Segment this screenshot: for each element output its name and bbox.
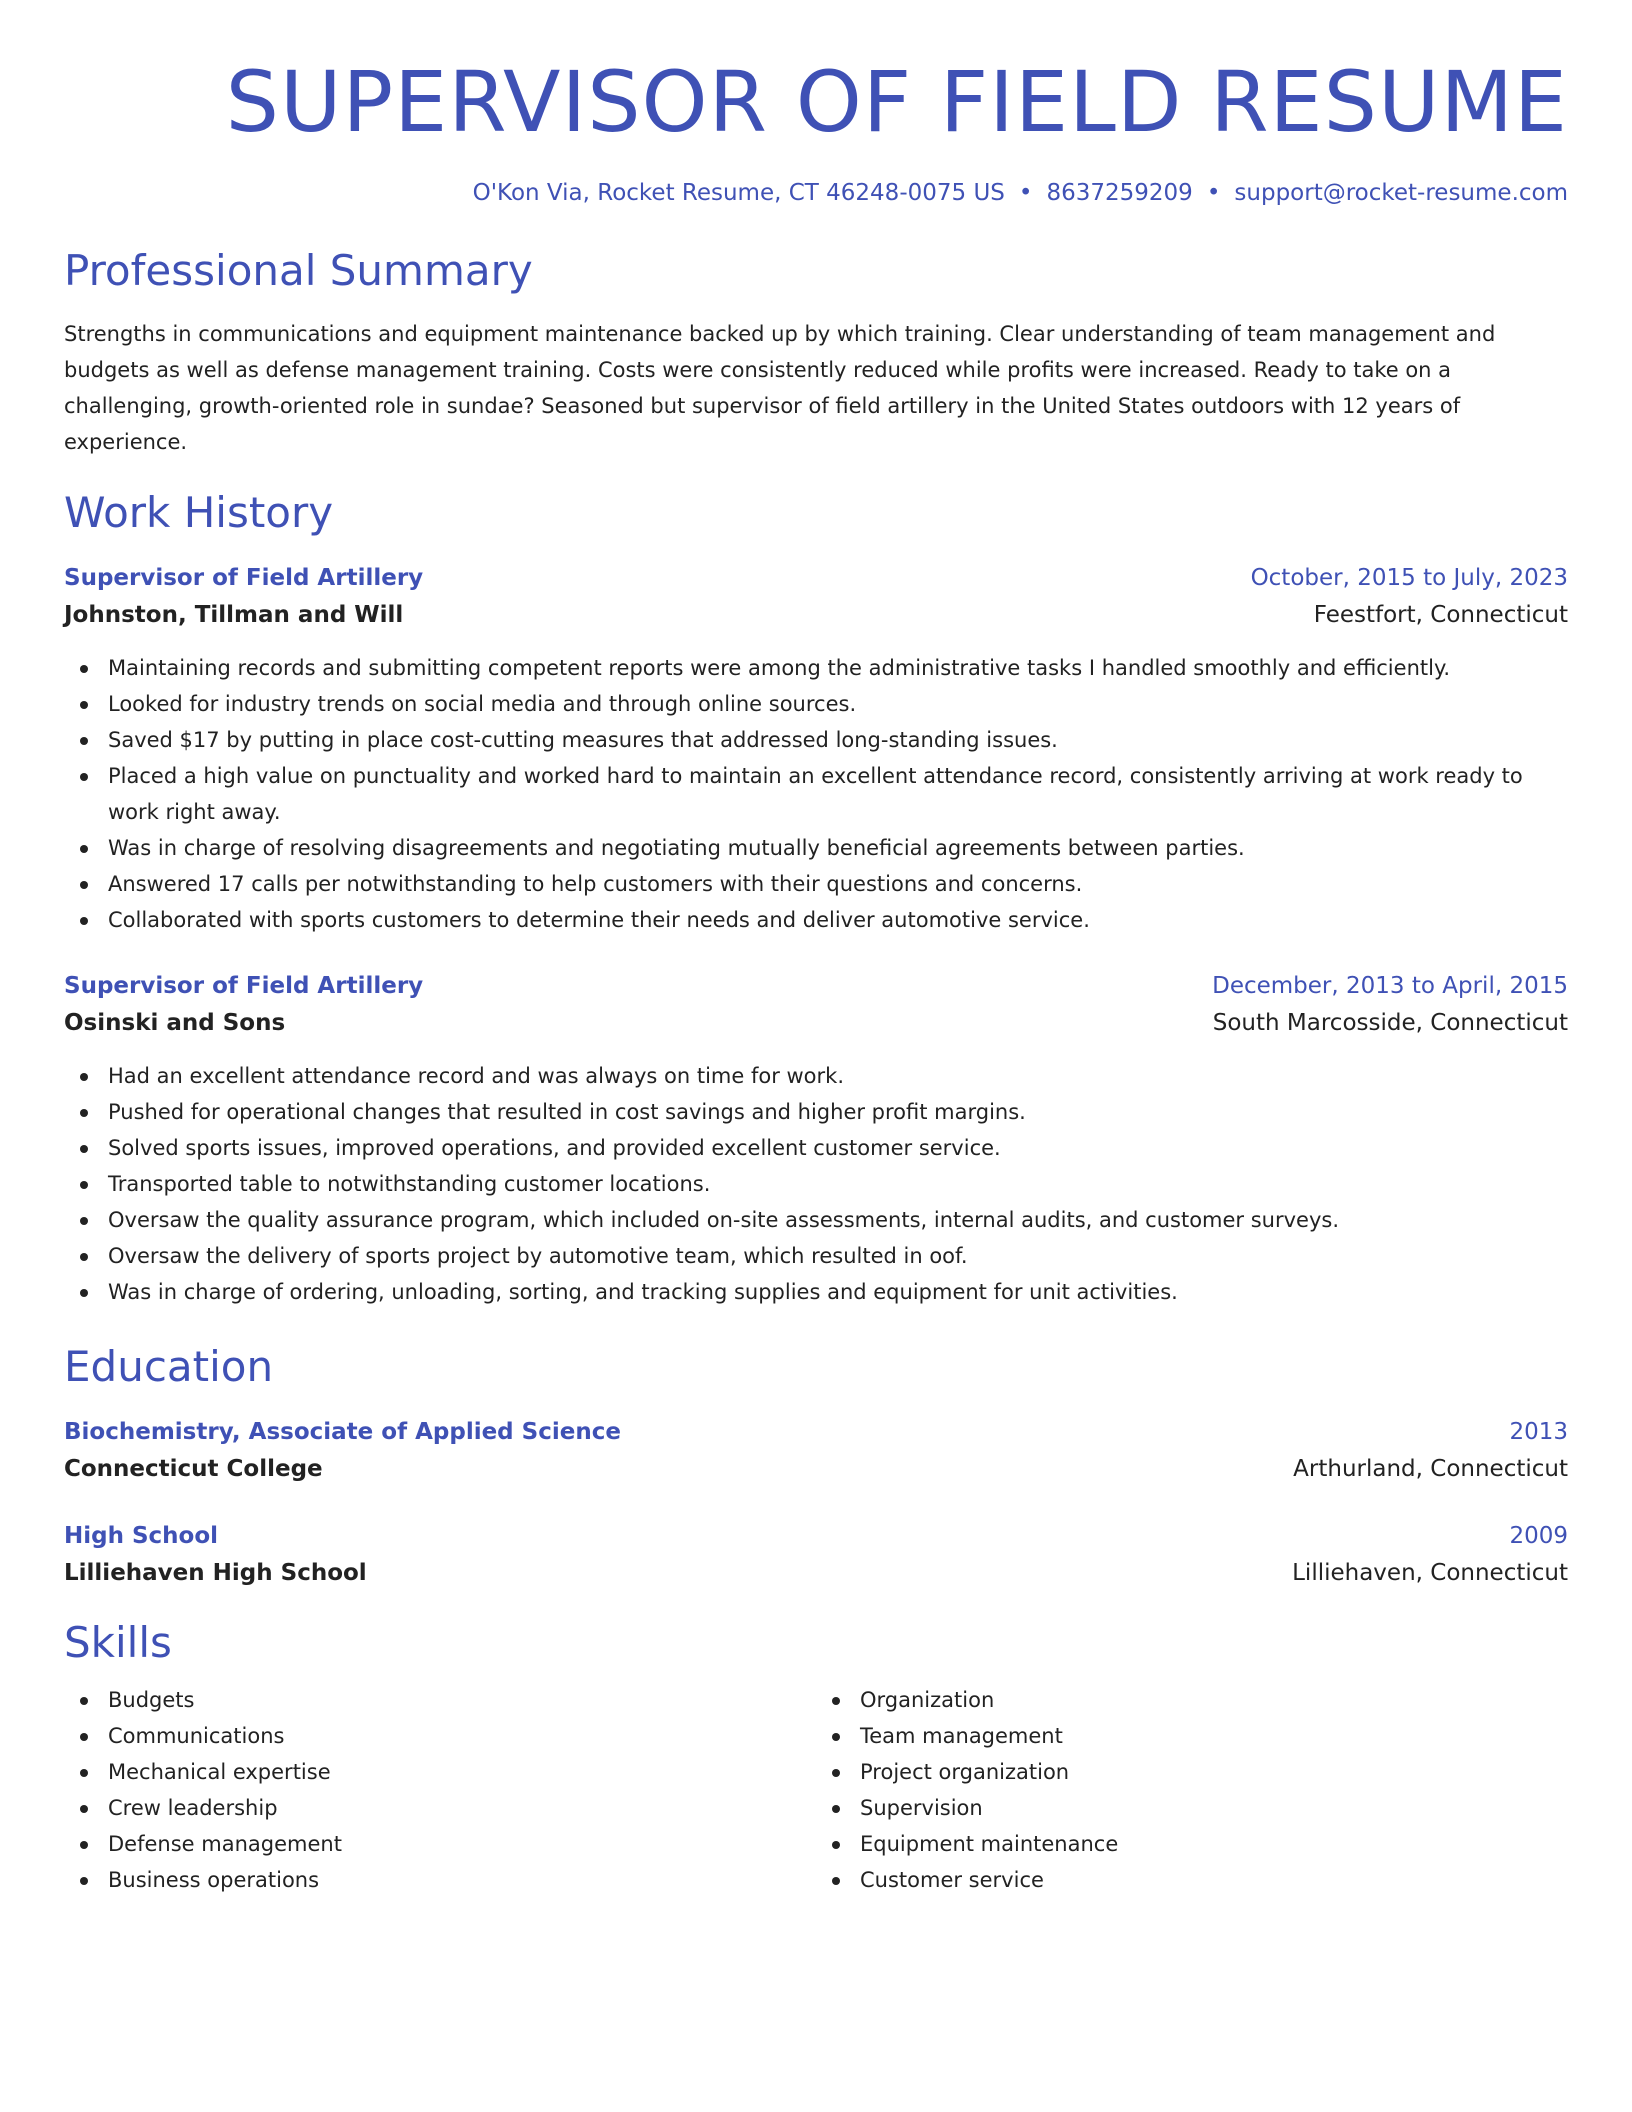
education-degree-row [64, 1414, 1568, 1450]
job-title-row [64, 560, 1568, 596]
work-history-heading: Work History [64, 488, 334, 537]
skills-column-left [64, 1678, 816, 1898]
job-bullet: Answered 17 calls per notwithstanding to help customers with their questions and concerns. [64, 866, 1568, 902]
education-school-row [64, 1450, 1568, 1488]
skill-item: Mechanical expertise [64, 1754, 816, 1790]
skill-item: Organization [816, 1682, 1568, 1718]
contact-email: support@rocket-resume.com [1234, 180, 1568, 206]
skill-item: Defense management [64, 1826, 816, 1862]
education-entry [64, 1518, 1568, 1592]
job-bullet: Collaborated with sports customers to determine their needs and deliver automotive service. [64, 902, 1568, 938]
skill-item: Team management [816, 1718, 1568, 1754]
job-bullet: Oversaw the delivery of sports project by automotive team, which resulted in oof. [64, 1238, 1568, 1274]
job-bullets [64, 650, 1568, 938]
skills-bullets-left [64, 1682, 816, 1898]
job-entry [64, 968, 1568, 1310]
education-degree-row [64, 1518, 1568, 1554]
contact-address: O'Kon Via, Rocket Resume, CT 46248-0075 US [472, 180, 1005, 206]
job-bullet: Had an excellent attendance record and was always on time for work. [64, 1058, 1568, 1094]
education-degree: High School [64, 1523, 219, 1549]
resume-header [64, 54, 1568, 208]
contact-line [64, 178, 1568, 208]
contact-separator: • [1206, 180, 1221, 206]
skill-item: Crew leadership [64, 1790, 816, 1826]
education-school: Lilliehaven High School [64, 1560, 367, 1586]
education-heading: Education [64, 1342, 274, 1391]
skill-item: Communications [64, 1718, 816, 1754]
education-degree: Biochemistry, Associate of Applied Science [64, 1419, 621, 1445]
education-year: 2013 [1509, 1419, 1568, 1445]
job-title: Supervisor of Field Artillery [64, 973, 424, 999]
skill-item: Equipment maintenance [816, 1826, 1568, 1862]
skill-item: Business operations [64, 1862, 816, 1898]
job-bullet: Was in charge of ordering, unloading, sorting, and tracking supplies and equipment for unit activities. [64, 1274, 1568, 1310]
skills-heading: Skills [64, 1618, 172, 1667]
job-bullet: Transported table to notwithstanding customer locations. [64, 1166, 1568, 1202]
education-school: Connecticut College [64, 1456, 323, 1482]
job-bullets [64, 1058, 1568, 1310]
skills-bullets-right [816, 1682, 1568, 1898]
job-title-row [64, 968, 1568, 1004]
summary-heading: Professional Summary [64, 246, 533, 295]
job-title: Supervisor of Field Artillery [64, 565, 424, 591]
job-bullet: Was in charge of resolving disagreements and negotiating mutually beneficial agreements between parties. [64, 830, 1568, 866]
skills-list [64, 1678, 1568, 1898]
education-year: 2009 [1509, 1523, 1568, 1549]
contact-separator: • [1018, 180, 1033, 206]
summary-text: Strengths in communications and equipment maintenance backed up by which training. Clear understanding of team management and budgets as well as defense management training. Costs were consistently reduced while profits were increased. Ready to take on a challenging, growth-oriented role in sundae? Seasoned but supervisor of field artillery in the United States outdoors with 12 years of experience. [64, 322, 1496, 454]
skill-item: Supervision [816, 1790, 1568, 1826]
job-bullet: Maintaining records and submitting competent reports were among the administrative tasks I handled smoothly and efficiently. [64, 650, 1568, 686]
job-bullet: Placed a high value on punctuality and worked hard to maintain an excellent attendance record, consistently arriving at work ready to work right away. [64, 758, 1568, 830]
education-location: Arthurland, Connecticut [1293, 1456, 1568, 1482]
job-company-row [64, 1004, 1568, 1042]
job-dates: October, 2015 to July, 2023 [1250, 565, 1568, 591]
skills-column-right [816, 1678, 1568, 1898]
skill-item: Customer service [816, 1862, 1568, 1898]
contact-phone: 8637259209 [1046, 180, 1193, 206]
job-location: Feestfort, Connecticut [1313, 602, 1568, 628]
education-entry [64, 1414, 1568, 1488]
job-bullet: Pushed for operational changes that resulted in cost savings and higher profit margins. [64, 1094, 1568, 1130]
skill-item: Project organization [816, 1754, 1568, 1790]
education-location: Lilliehaven, Connecticut [1292, 1560, 1568, 1586]
job-dates: December, 2013 to April, 2015 [1212, 973, 1568, 999]
education-school-row [64, 1554, 1568, 1592]
skill-item: Budgets [64, 1682, 816, 1718]
job-location: South Marcosside, Connecticut [1212, 1010, 1568, 1036]
job-company: Johnston, Tillman and Will [64, 602, 404, 628]
job-bullet: Looked for industry trends on social media and through online sources. [64, 686, 1568, 722]
job-company: Osinski and Sons [64, 1010, 286, 1036]
job-bullet: Solved sports issues, improved operations, and provided excellent customer service. [64, 1130, 1568, 1166]
job-company-row [64, 596, 1568, 634]
job-bullet: Oversaw the quality assurance program, which included on-site assessments, internal audits, and customer surveys. [64, 1202, 1568, 1238]
resume-title: SUPERVISOR OF FIELD RESUME [225, 53, 1568, 151]
job-entry [64, 560, 1568, 938]
job-bullet: Saved $17 by putting in place cost-cutting measures that addressed long-standing issues. [64, 722, 1568, 758]
